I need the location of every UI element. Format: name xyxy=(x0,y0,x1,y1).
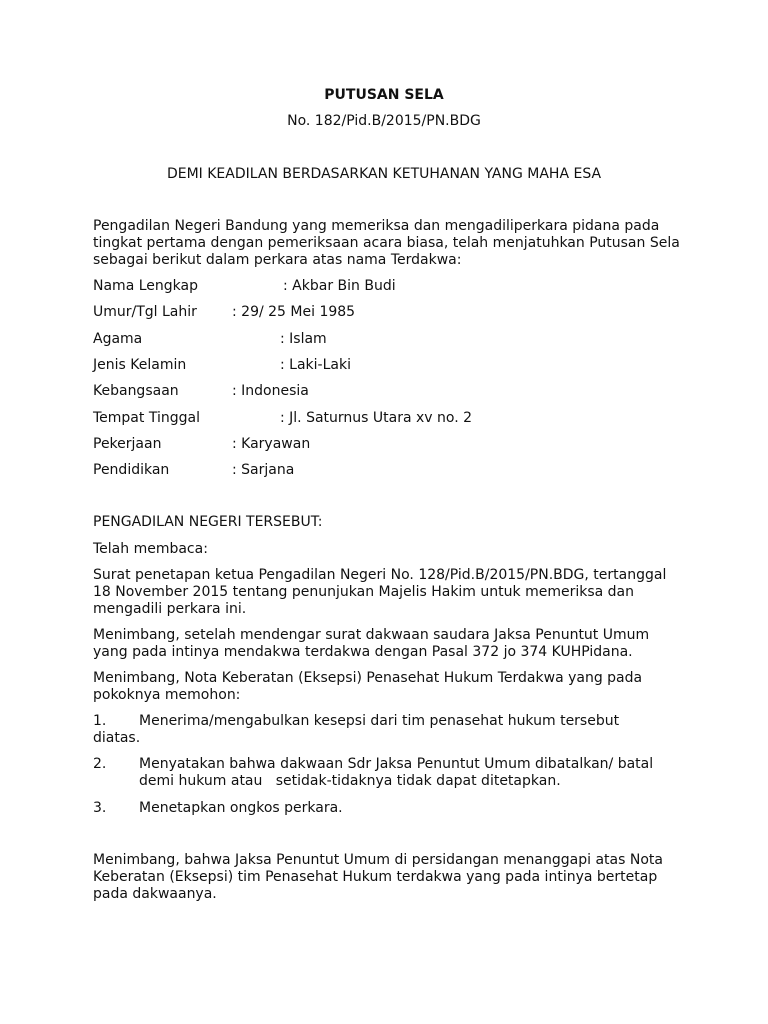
list-item xyxy=(93,713,683,747)
field-label-jenis-kelamin: Jenis Kelamin xyxy=(93,357,187,373)
court-heading: PENGADILAN NEGERI TERSEBUT: xyxy=(93,514,323,530)
list-text-continued: diatas. xyxy=(93,730,141,746)
intro-paragraph: Pengadilan Negeri Bandung yang memeriksa dan mengadiliperkara pidana pada tingkat pertama dengan pemeriksaan acara biasa, telah menjatuhkan Putusan Sela sebagai berikut dalam perkara atas nama Terdakwa: xyxy=(93,218,680,268)
list-number: 3. xyxy=(93,800,107,816)
list-item xyxy=(93,756,683,790)
field-label-umur: Umur/Tgl Lahir xyxy=(93,304,197,320)
field-label-nama: Nama Lengkap xyxy=(93,278,198,294)
field-label-kebangsaan: Kebangsaan xyxy=(93,383,179,399)
list-text: Menetapkan ongkos perkara. xyxy=(139,800,343,816)
list-text: Menerima/mengabulkan kesepsi dari tim penasehat hukum tersebut xyxy=(139,713,620,729)
field-label-pendidikan: Pendidikan xyxy=(93,462,170,478)
read-heading: Telah membaca: xyxy=(93,541,208,557)
field-label-pekerjaan: Pekerjaan xyxy=(93,436,162,452)
field-value-agama: : Islam xyxy=(280,331,327,347)
list-number: 2. xyxy=(93,756,107,772)
field-value-tempat-tinggal: : Jl. Saturnus Utara xv no. 2 xyxy=(280,410,473,426)
field-value-umur: : 29/ 25 Mei 1985 xyxy=(232,304,356,320)
list-item xyxy=(93,800,683,817)
field-value-kebangsaan: : Indonesia xyxy=(232,383,309,399)
motto: DEMI KEADILAN BERDASARKAN KETUHANAN YANG MAHA ESA xyxy=(166,166,602,182)
document-title: PUTUSAN SELA xyxy=(324,87,444,103)
paragraph-menimbang-3: Menimbang, bahwa Jaksa Penuntut Umum di persidangan menanggapi atas Nota Keberatan (Eksepsi) tim Penasehat Hukum terdakwa yang pada intinya bertetap pada dakwaanya. xyxy=(93,852,663,902)
paragraph-menimbang-2: Menimbang, Nota Keberatan (Eksepsi) Penasehat Hukum Terdakwa yang pada pokoknya memohon: xyxy=(93,670,643,703)
list-number: 1. xyxy=(93,713,107,729)
field-value-jenis-kelamin: : Laki-Laki xyxy=(280,357,351,373)
case-number: No. 182/Pid.B/2015/PN.BDG xyxy=(287,113,481,129)
field-label-tempat-tinggal: Tempat Tinggal xyxy=(93,410,200,426)
field-value-nama: : Akbar Bin Budi xyxy=(283,278,396,294)
field-label-agama: Agama xyxy=(93,331,143,347)
list-text: Menyatakan bahwa dakwaan Sdr Jaksa Penuntut Umum dibatalkan/ batal xyxy=(139,756,654,772)
paragraph-menimbang-1: Menimbang, setelah mendengar surat dakwaan saudara Jaksa Penuntut Umum yang pada intinya mendakwa terdakwa dengan Pasal 372 jo 374 KUHPidana. xyxy=(93,627,650,660)
field-value-pendidikan: : Sarjana xyxy=(232,462,295,478)
list-text-continued: demi hukum atau setidak-tidaknya tidak dapat ditetapkan. xyxy=(139,773,561,789)
field-value-pekerjaan: : Karyawan xyxy=(232,436,311,452)
paragraph-surat: Surat penetapan ketua Pengadilan Negeri No. 128/Pid.B/2015/PN.BDG, tertanggal 18 November 2015 tentang penunjukan Majelis Hakim untuk memeriksa dan mengadili perkara ini. xyxy=(93,567,667,617)
